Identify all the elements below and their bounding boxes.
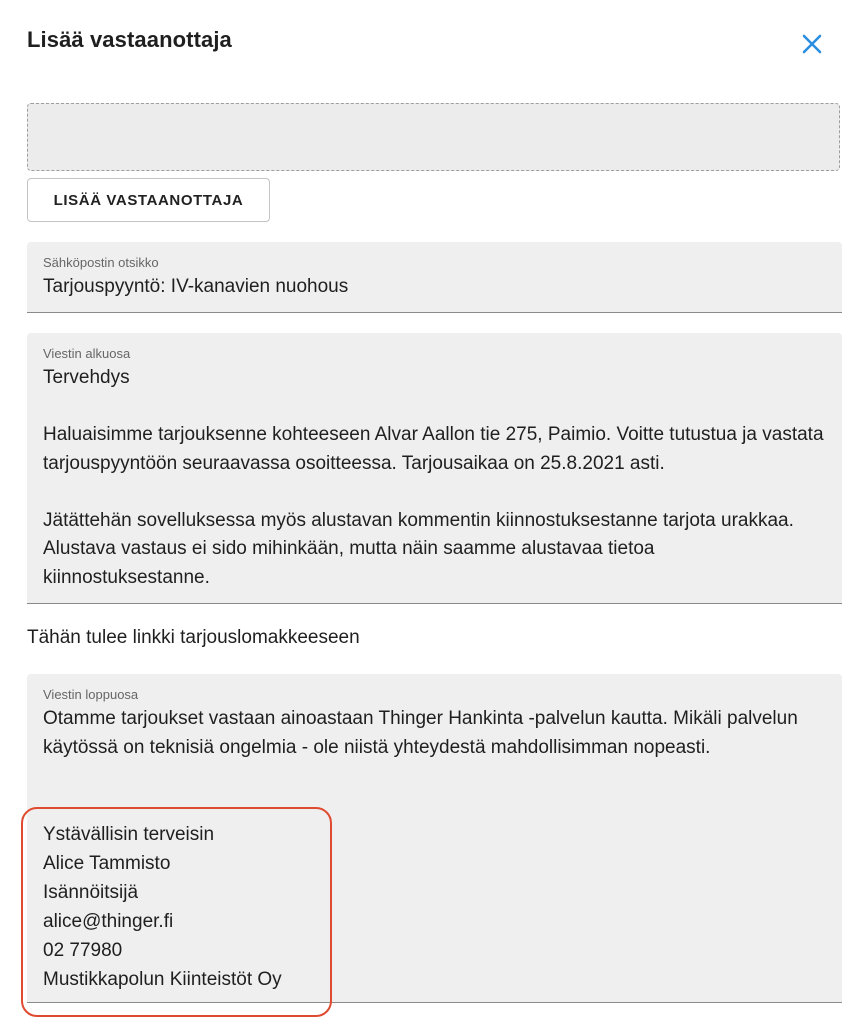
dialog-title: Lisää vastaanottaja [27,27,232,52]
signature-line: Ystävällisin terveisin [43,824,215,845]
message-intro-textarea[interactable]: Tervehdys Haluaisimme tarjouksenne kohteeseen Alvar Aallon tie 275, Paimio. Voitte tutustua ja vastata tarjouspyyntöön seuraavassa osoitteessa. Tarjousaikaa on 25.8.2021 asti. Jätättehän sovelluksessa myös alustavan kommentin kiinnostuksestanne tarjota urakkaa. Alustava vastaus ei sido mihinkään, mutta näin saamme alustavaa tietoa kiinnostuksestanne. [43,367,824,588]
add-recipient-button[interactable]: LISÄÄ VASTAANOTTAJA [27,178,270,222]
message-intro-label: Viestin alkuosa [43,346,131,361]
signature-line: Isännöitsijä [43,882,139,903]
email-subject-input[interactable]: Tarjouspyyntö: IV-kanavien nuohous [43,276,349,297]
message-closing-field[interactable] [27,674,842,1003]
email-subject-label: Sähköpostin otsikko [43,255,159,270]
message-closing-label: Viestin loppuosa [43,687,139,702]
email-subject-field[interactable] [27,242,842,313]
signature-line: Mustikkapolun Kiinteistöt Oy [43,969,282,990]
message-closing-textarea[interactable]: Otamme tarjoukset vastaan ainoastaan Thinger Hankinta -palvelun kautta. Mikäli palvelun käytössä on teknisiä ongelmia - ole niistä yhteydestä mahdollisimman nopeasti. [43,708,804,758]
close-button[interactable] [796,28,828,60]
close-icon [802,34,822,54]
signature-line: 02 77980 [43,940,123,961]
signature-line: Alice Tammisto [43,853,171,874]
signature-line: alice@thinger.fi [43,911,174,932]
message-intro-field[interactable] [27,333,842,604]
signature-block [43,820,282,994]
offer-link-placeholder: Tähän tulee linkki tarjouslomakkeeseen [27,627,360,648]
recipient-dropzone[interactable] [27,103,840,171]
